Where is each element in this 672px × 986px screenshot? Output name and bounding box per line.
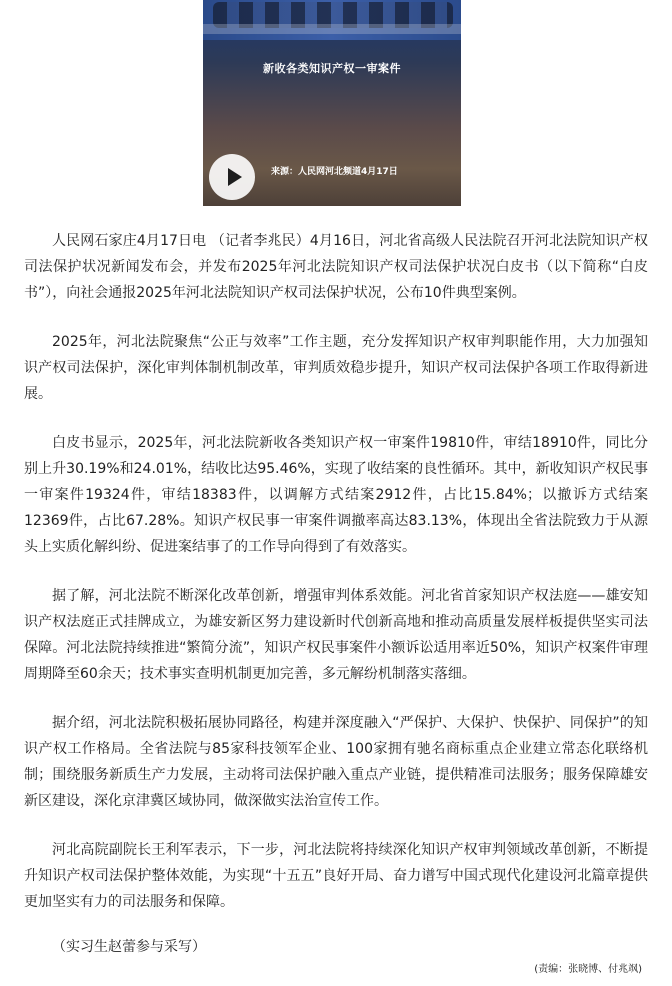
- play-icon[interactable]: [209, 154, 255, 200]
- article-paragraph: 河北高院副院长王利军表示，下一步，河北法院将持续深化知识产权审判领域改革创新，不断提升知识产权司法保护整体效能，为实现“十五五”良好开局、奋力谱写中国式现代化建设河北篇章提供更加坚实有力的司法服务和保障。: [24, 842, 648, 910]
- article-paragraph: 白皮书显示，2025年，河北法院新收各类知识产权一审案件19810件，审结18910件，同比分别上升30.19%和24.01%，结收比达95.46%，实现了收结案的良性循环。其中，新收知识产权民事一审案件19324件，审结18383件，以调解方式结案2912件，占比15.84%；以撤诉方式结案12369件，占比67.28%。知识产权民事一审案件调撤率高达83.13%，体现出全省法院致力于从源头上实质化解纠纷、促进案结事了的工作导向得到了有效落实。: [24, 435, 648, 555]
- news-video-player[interactable]: [203, 0, 461, 206]
- intern-credit: （实习生赵蕾参与采写）: [52, 939, 206, 955]
- video-thumbnail-desk: [203, 24, 461, 34]
- video-caption: 新收各类知识产权一审案件: [263, 62, 401, 75]
- video-source-label: 来源：人民网河北频道4月17日: [271, 167, 398, 177]
- article-body: [24, 228, 648, 960]
- editor-credit: (责编：张晓博、付兆飒): [534, 964, 642, 975]
- article-paragraph: 据介绍，河北法院积极拓展协同路径，构建并深度融入“严保护、大保护、快保护、同保护”的知识产权工作格局。全省法院与85家科技领军企业、100家拥有驰名商标重点企业建立常态化联络机制；围绕服务新质生产力发展，主动将司法保护融入重点产业链，提供精准司法服务；服务保障雄安新区建设，深化京津冀区域协同，做深做实法治宣传工作。: [24, 715, 648, 809]
- article-paragraph: 据了解，河北法院不断深化改革创新，增强审判体系效能。河北省首家知识产权法庭——雄安知识产权法庭正式挂牌成立，为雄安新区努力建设新时代创新高地和推动高质量发展样板提供坚实司法保障。河北法院持续推进“繁简分流”，知识产权民事案件小额诉讼适用率近50%，知识产权案件审理周期降至60余天；技术事实查明机制更加完善，多元解纷机制落实落细。: [24, 588, 648, 682]
- article-paragraph: 2025年，河北法院聚焦“公正与效率”工作主题，充分发挥知识产权审判职能作用，大力加强知识产权司法保护，深化审判体制机制改革，审判质效稳步提升，知识产权司法保护各项工作取得新进展。: [24, 334, 648, 402]
- article-paragraph: 人民网石家庄4月17日电 （记者李兆民）4月16日，河北省高级人民法院召开河北法院知识产权司法保护状况新闻发布会，并发布2025年河北法院知识产权司法保护状况白皮书（以下简称“白皮书”），向社会通报2025年河北法院知识产权司法保护状况，公布10件典型案例。: [24, 233, 648, 301]
